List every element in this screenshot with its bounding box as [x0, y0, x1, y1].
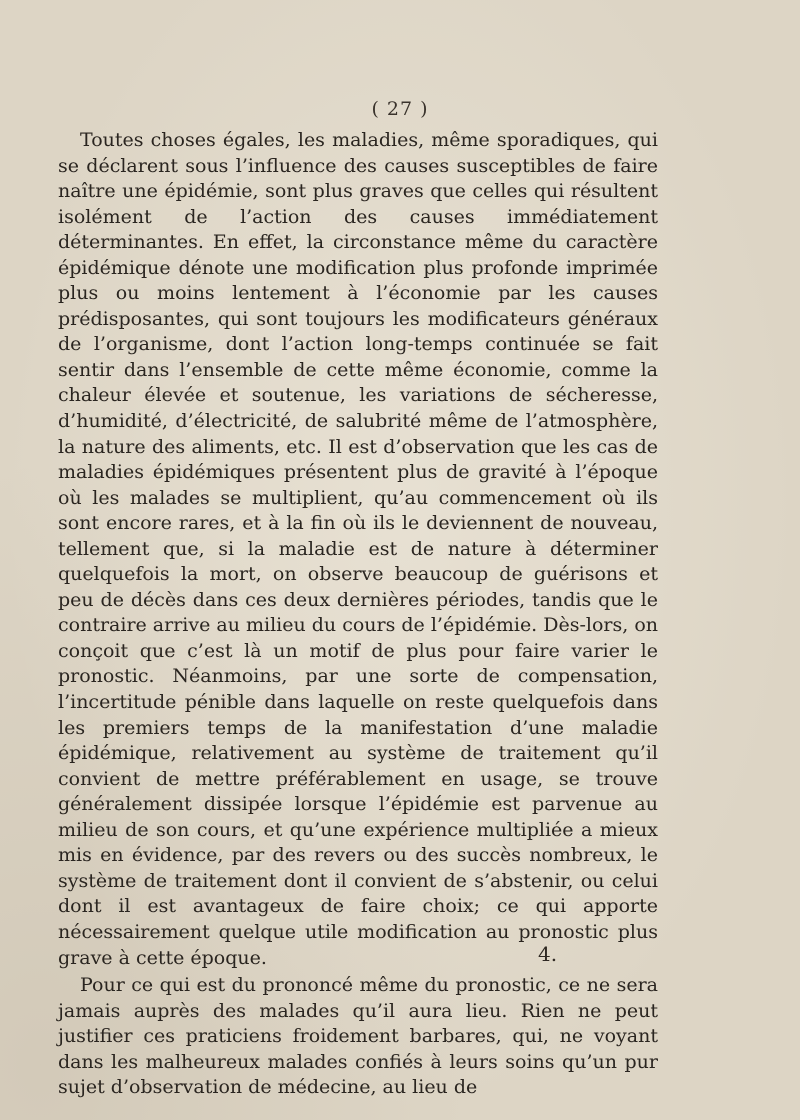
body-text — [58, 128, 658, 1101]
page-number: ( 27 ) — [371, 98, 429, 120]
paragraph-1: Toutes choses égales, les maladies, même sporadiques, qui se déclarent sous l’influence des causes susceptibles de faire naître une épidémie, sont plus graves que celles qui résultent isolément de l’action des causes immédiatement déterminantes. En effet, la circonstance même du caractère épidémique dénote une modification plus profonde imprimée plus ou moins lentement à l’économie par les causes prédisposantes, qui sont toujours les modificateurs généraux de l’organisme, dont l’action long-temps continuée se fait sentir dans l’ensemble de cette même économie, comme la chaleur élevée et soutenue, les variations de sécheresse, d’humidité, d’électricité, de salubrité même de l’atmosphère, la nature des aliments, etc. Il est d’observation que les cas de maladies épidémiques présentent plus de gravité à l’époque où les malades se multiplient, qu’au commencement où ils sont encore rares, et à la fin où ils le deviennent de nouveau, tellement que, si la maladie est de nature à déterminer quelquefois la mort, on observe beaucoup de guérisons et peu de décès dans ces deux dernières périodes, tandis que le contraire arrive au milieu du cours de l’épidémie. Dès-lors, on conçoit que c’est là un motif de plus pour faire varier le pronostic. Néanmoins, par une sorte de compensation, l’incertitude pénible dans laquelle on reste quelquefois dans les premiers temps de la manifestation d’une maladie épidémique, relativement au système de traitement qu’il convient de mettre préférablement en usage, se trouve généralement dissipée lorsque l’épidémie est parvenue au milieu de son cours, et qu’une expérience multipliée a mieux mis en évidence, par des revers ou des succès nombreux, le système de traitement dont il convient de s’abstenir, ou celui dont il est avantageux de faire choix; ce qui apporte nécessairement quelque utile modification au pronostic plus grave à cette époque. — [58, 129, 659, 969]
signature-mark: 4. — [538, 942, 558, 966]
paragraph-2: Pour ce qui est du prononcé même du pronostic, ce ne sera jamais auprès des malades qu’il aura lieu. Rien ne peut justifier ces praticiens froidement barbares, qui, ne voyant dans les malheureux malades confiés à leurs soins qu’un pur sujet d’observation de médecine, au lieu de — [58, 974, 658, 1099]
